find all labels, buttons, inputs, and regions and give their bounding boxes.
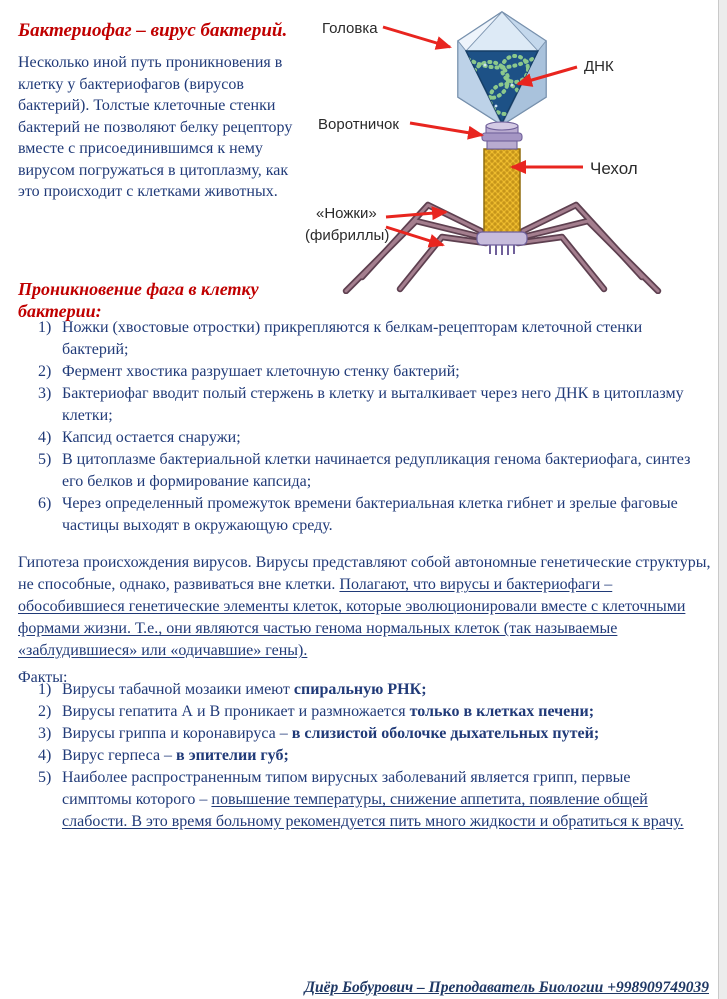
label-head: Головка xyxy=(322,20,378,37)
item-text: Бактериофаг вводит полый стержень в клетку и выталкивает через него ДНК в цитоплазму клетки; xyxy=(62,385,684,424)
item-text: Вирус герпеса – в эпителии губ; xyxy=(62,747,289,764)
item-text: Наиболее распространенным типом вирусных заболеваний является грипп, первые симптомы которого – повышение температуры, снижение аппетита, появление общей слабости. В это время больному рекомендуется пить много жидкости и обратиться к врачу. xyxy=(62,769,684,830)
hypothesis-normal: Гипотеза происхождения вирусов. Вирусы представляют собой автономные генетические структуры, не способные, однако, развиваться вне клетки. xyxy=(18,554,711,593)
label-legs-line1: «Ножки» xyxy=(316,205,377,222)
hypothesis-paragraph xyxy=(18,552,712,662)
list-item xyxy=(38,767,700,833)
item-number: 3) xyxy=(38,725,52,742)
list-item xyxy=(38,493,700,537)
list-item xyxy=(38,427,700,449)
item-text: Вирусы табачной мозаики имеют спиральную РНК; xyxy=(62,681,427,698)
author-footer: Диёр Бобурович – Преподаватель Биологии +998909749039 xyxy=(304,978,709,996)
list-item xyxy=(38,383,700,427)
page-edge xyxy=(718,0,727,999)
penetration-heading: Проникновение фага в клетку бактерии: xyxy=(18,278,259,321)
list-item xyxy=(38,317,700,361)
item-text: Капсид остается снаружи; xyxy=(62,429,241,446)
phage-baseplate xyxy=(477,232,527,255)
item-text: В цитоплазме бактериальной клетки начинается редупликация генома бактериофага, синтез его белков и формирование капсида; xyxy=(62,451,691,490)
list-item xyxy=(38,449,700,493)
item-number: 2) xyxy=(38,703,52,720)
hypothesis-underlined: Полагают, что вирусы и бактериофаги – обособившиеся генетические элементы клеток, которые эволюционировали вместе с клеточными формами жизни. Т.е., они являются частью генома нормальных клеток (так называемые «заблудившиеся» или «одичавшие» гены). xyxy=(18,576,686,659)
item-number: 5) xyxy=(38,451,52,468)
item-text: Вирусы гриппа и коронавируса – в слизистой оболочке дыхательных путей; xyxy=(62,725,600,742)
label-legs-line2: (фибриллы) xyxy=(305,227,390,244)
list-item xyxy=(38,361,700,383)
item-text: Ножки (хвостовые отростки) прикрепляются к белкам-рецепторам клеточной стенки бактерий; xyxy=(62,319,643,358)
item-number: 1) xyxy=(38,681,52,698)
list-item xyxy=(38,745,700,767)
list-item xyxy=(38,701,700,723)
label-dna: ДНК xyxy=(584,58,614,75)
item-number: 4) xyxy=(38,747,52,764)
arrow-collar xyxy=(410,123,482,135)
item-text: Вирусы гепатита А и В проникает и размножается только в клетках печени; xyxy=(62,703,595,720)
item-number: 4) xyxy=(38,429,52,446)
item-number: 2) xyxy=(38,363,52,380)
phage-head xyxy=(458,12,546,125)
item-number: 6) xyxy=(38,495,52,512)
item-text: Через определенный промежуток времени бактериальная клетка гибнет и зрелые фаговые частицы выходят в окружающую среду. xyxy=(62,495,678,534)
list-item xyxy=(38,679,700,701)
list-item xyxy=(38,723,700,745)
bacteriophage-diagram xyxy=(300,4,720,294)
label-collar: Воротничок xyxy=(318,116,399,133)
penetration-list xyxy=(38,317,700,537)
phage-collar xyxy=(482,122,522,149)
item-number: 5) xyxy=(38,769,52,786)
item-number: 3) xyxy=(38,385,52,402)
phage-sheath xyxy=(484,149,520,235)
label-sheath: Чехол xyxy=(590,159,638,178)
facts-list xyxy=(38,679,700,833)
arrow-head xyxy=(383,27,450,47)
item-text: Фермент хвостика разрушает клеточную стенку бактерий; xyxy=(62,363,460,380)
intro-paragraph: Несколько иной путь проникновения в клетку у бактериофагов (вирусов бактерий). Толстые клеточные стенки бактерий не позволяют белку рецептору вместе с присоединившимся к нему вирусом погружаться в цитоплазму, как это происходит с клетками животных. xyxy=(18,54,293,200)
page-title: Бактериофаг – вирус бактерий. xyxy=(18,19,288,41)
item-number: 1) xyxy=(38,319,52,336)
facts-heading: Факты: xyxy=(18,669,68,686)
